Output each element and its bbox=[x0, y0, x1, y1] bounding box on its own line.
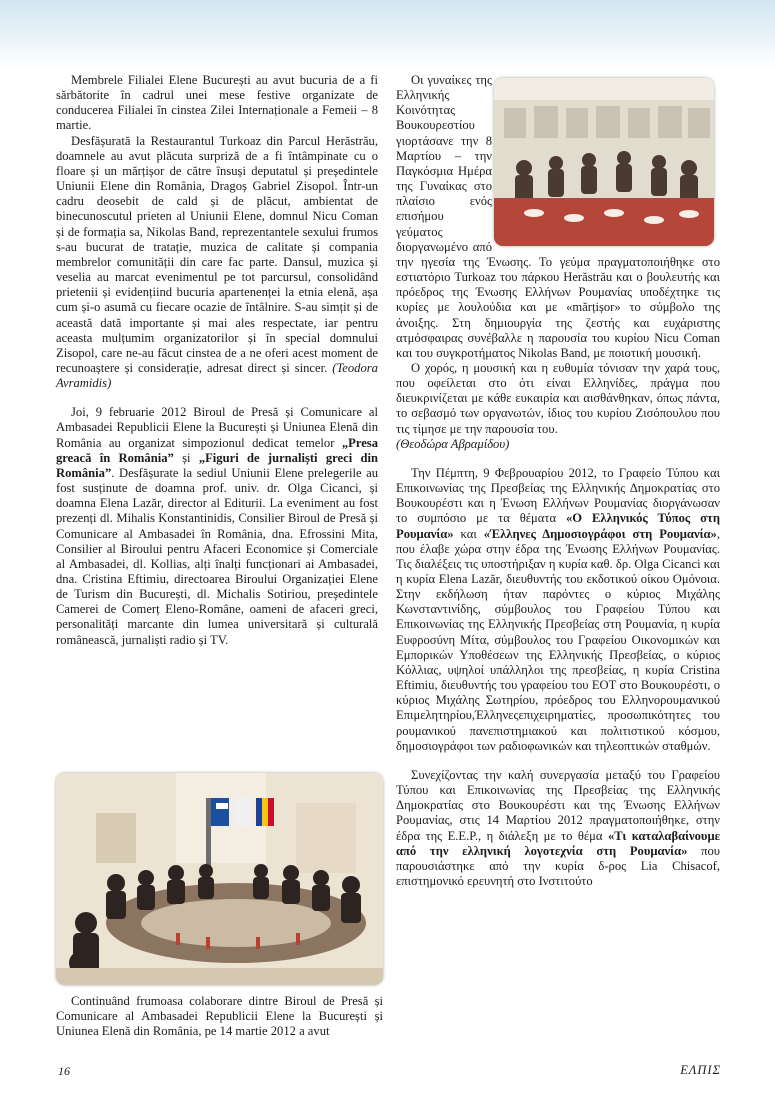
restaurant-photo-image bbox=[494, 78, 714, 246]
ro-symposium-details: . Desfășurate la sediul Uniunii Elene prelegerile au fost susținute de doamna prof. univ. dr. Olga Cicanci, și doamna Elena Lazăr, director al Editurii. La eveniment au fost prezenți dl. Mihalis Konstantinidis, Consilier Biroul de Presă și Comunicare al Ambasadei în România, dna. Efrossini Mita, Consilier al Biroului pentru Afaceri Economice și Comerciale al Ambasadei, dl. Kollias, alți înalți funcționari ai Ambasadei, dna. Cristina Eftimiu, directoarea Biroului Organizației Elene de Turism din București, dl. Michalis Sotiriou, președintele Camerei de Comerț Eleno-Române, oameni de afaceri greci, personalități marcante din lumea universitară și culturală românească, jurnaliști radio și TV. bbox=[56, 465, 378, 647]
gr-paragraph-symposium bbox=[396, 466, 720, 754]
symposium-photo bbox=[56, 773, 383, 985]
left-column-continuation bbox=[56, 994, 383, 1039]
gr-lecture-details: που παρουσιάστηκε από την κυρία δ-ρος Lia Chisacof, επιστημονικό ερευνητή στο Ινστιτούτο bbox=[396, 843, 720, 888]
gr-paragraph-womens-day-intro: Οι γυναίκες της Ελληνικής Κοινότητας Βουκουρεστίου γιορτάσανε την 8 Μαρτίου – την Παγκόσμια Ημέρα της Γυναίκας στο πλαίσιο ενός επισήμου γεύματος διοργανωμένο από την ηγεσία της Ένωσης. Το γεύμα πραγματοποιήθηκε στο εστιατόριο Turkoaz του πάρκου Herăstrău και ο βουλευτής και πρόεδρος της Ένωσης Ελλήνων Ρουμανίας υποδέχτηκε τις κυρίες με λουλούδια και με «mărțișor» το σύμβολο της άνοιξης. Στη δημιουργία της ζεστής και ευχάριστης ατμόσφαιρας συνέβαλλε η παρουσία του κυρίου Nicu Coman και του συγκροτήματος Nikolas Band, με ποιοτική μουσική. bbox=[396, 73, 720, 360]
magazine-name: ΕΛΠΙΣ bbox=[680, 1063, 721, 1077]
left-column bbox=[56, 73, 378, 648]
gr-paragraph-lecture bbox=[396, 768, 720, 889]
ro-symposium-topic-2: „Figuri de jurnaliști greci din România” bbox=[56, 450, 378, 480]
page-number: 16 bbox=[58, 1064, 70, 1078]
ro-symposium-intro: Joi, 9 februarie 2012 Biroul de Presă și Comunicare al Ambasadei Republicii Elene la București și Uniunea Elenă din România au organizat simpozionul dedicat temelor bbox=[56, 405, 378, 450]
ro-symposium-topic-1: „Presa greacă în România” bbox=[56, 435, 378, 465]
header-gradient-band bbox=[0, 0, 775, 70]
ro-paragraph-lecture: Continuând frumoasa colaborare dintre Biroul de Presă și Comunicare al Ambasadei Republicii Elene la București și Uniunea Elenă din România, pe 14 martie 2012 a avut bbox=[56, 994, 383, 1039]
gr-lecture-intro: Συνεχίζοντας την καλή συνεργασία μεταξύ του Γραφείου Τύπου και Επικοινωνίας της Πρεσβείας της Ελληνικής Δημοκρατίας στο Βουκουρέστι και της Ένωσης Ελλήνων Ρουμανίας, στις 14 Μαρτίου 2012 πραγματοποιήθηκε, στην έδρα της Ε.Ε.Ρ., η διάλεξη με το θέμα bbox=[396, 767, 720, 843]
gr-paragraph-womens-day-body: Ο χορός, η μουσική και η ευθυμία τόνισαν την χαρά τους, που οφείλεται στο ότι είναι Ελληνίδες, πράγμα που διευκρινίζεται με κάθε ευκαιρία και αισθάνθηκαν, όπως πάντα, το σεβασμό των οργανωτών, ίδιος του κυρίου Ζισόπουλου που τις τίμησε με την παρουσία του. bbox=[396, 360, 720, 436]
gr-symposium-intro: Την Πέμπτη, 9 Φεβρουαρίου 2012, το Γραφείο Τύπου και Επικοινωνίας της Πρεσβείας της Ελληνικής Δημοκρατίας στο Βουκουρέστι και η Ένωση Ελλήνων Ρουμανίας διοργάνωσαν το συμπόσιο με τα θέματα bbox=[396, 465, 720, 526]
gr-symposium-topic-2: «Έλληνες Δημοσιογράφοι στη Ρουμανία» bbox=[483, 526, 717, 541]
gr-symposium-topic-1: «Ο Ελληνικός Τύπος στη Ρουμανία» bbox=[396, 511, 720, 541]
ro-signature: (Teodora Avramidis) bbox=[56, 360, 378, 391]
ro-symposium-conjunction: și bbox=[173, 450, 199, 465]
restaurant-photo bbox=[494, 78, 714, 246]
ro-paragraph-womens-day-text: Desfășurată la Restaurantul Turkoaz din Parcul Herăstrău, doamnele au avut plăcuta surpriză de a fi întâmpinate cu o floare și un mărțișor de către însuși deputatul și președintele Uniunii Elene din România, Dragoș Gabriel Zisopol. Într-un cadru deosebit de cald și de plăcut, ambientat de binecunoscutul prieten al Uniunii Elene, domnul Nicu Coman și de formația sa, Nikolas Band, reprezentantele sexului frumos s-au bucurat de tratație, muzica de calitate și compania membrelor comunității din care fac parte. Dansul, muzica și veselia au marcat evenimentul pe tot parcursul, consolidând prietenii și evidențiind bucuria apartenenței la etnia elenă, așa cum și-o asumă cu fiecare ocazie de întâlnire. S-au simțit și de această dată importante și mai ales respectate, iar pentru aceasta mulțumim organizatorilor și în special domnului Zisopol, care ne-au făcut cinstea de a ne oferi acest moment de recunoaștere și considerație, adresat direct și sincer. bbox=[56, 133, 378, 375]
gr-lecture-topic: «Τι καταλαβαίνουμε από την ελληνική λογοτεχνία στη Ρουμανία» bbox=[396, 828, 720, 858]
ro-paragraph-symposium bbox=[56, 405, 378, 648]
gr-symposium-conjunction: και bbox=[453, 526, 484, 541]
gr-signature: (Θεοδώρα Αβραμίδου) bbox=[396, 436, 510, 451]
gr-signature-line bbox=[396, 437, 720, 452]
gr-symposium-details: , που έλαβε χώρα στην έδρα της Ένωσης Ελλήνων Ρουμανίας. Τις διαλέξεις τις υποστήριξαν η κυρία καθ. δρ. Olga Cicanci και η κυρία Elena Lazăr, διευθυντής του εκδοτικού οίκου Ομόνοια. Στην εκδήλωση ήταν παρόντες ο κύριος Μιχάλης Κωνσταντινίδης, σύμβουλος του Γραφείου Τύπου και Επικοινωνίας της Ελληνικής Πρεσβείας στη Ρουμανία, η κυρία Ευφροσύνη Μίτα, σύμβουλος του Γραφείου Οικονομικών και Εμπορικών Υποθέσεων της Ελληνικής Πρεσβείας, ο κύριος Κόλλιας, υψηλοί υπάλληλοι της πρεσβείας, η κυρία Cristina Eftimiu, διευθυντής του γραφείου του ΕΟΤ στο Βουκουρέστι, ο κύριος Μιχάλης Σωτηρίου, πρόεδρος του Ελληνορουμανικού Επιμελητηρίου,Έλληνεςεπιχειρηματίες, προσωπικότητες του ρουμανικού πανεπιστημιακού και πολιτιστικού κόσμου, δημοσιογράφοι των ραδιοφωνικών και τηλεοπτικών σταθμών. bbox=[396, 526, 720, 753]
symposium-photo-image bbox=[56, 773, 383, 985]
ro-paragraph-womens-day-body bbox=[56, 134, 378, 392]
ro-paragraph-womens-day-intro: Membrele Filialei Elene București au avut bucuria de a fi sărbătorite în cadrul unei mese festive organizate de conducerea Filialei în cinstea Zilei Internaționale a Femeii – 8 martie. bbox=[56, 73, 378, 133]
